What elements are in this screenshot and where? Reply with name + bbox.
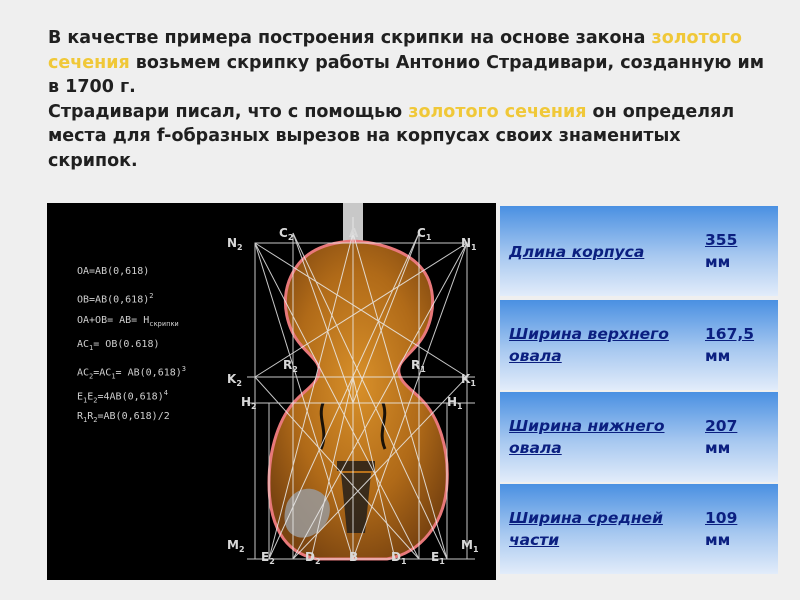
- formula-1: OA=AB(0,618): [77, 266, 150, 277]
- point-label-m2: $M_2$: [227, 538, 245, 554]
- golden-ratio-highlight: золотого сечения: [48, 28, 742, 73]
- violin-diagram: [47, 203, 496, 580]
- formula-3: $OA+OB= AB= H_{скрипки}$: [77, 315, 179, 328]
- point-label-m1: $M_1$: [461, 538, 479, 554]
- measurement-row: [500, 484, 778, 574]
- measurement-value: 355 мм: [705, 231, 738, 271]
- formula-4: $AC_1= OB(0.618)$: [77, 339, 160, 352]
- measurement-row: [500, 300, 778, 390]
- point-label-n1: $N_1$: [461, 236, 477, 252]
- point-label-h1: $H_1$: [447, 395, 463, 411]
- point-label-c1: $C_1$: [417, 226, 432, 242]
- point-label-b: B: [349, 550, 359, 564]
- measurement-value: 207 мм: [705, 417, 738, 457]
- measurement-row: [500, 392, 778, 482]
- measurement-label[interactable]: Длина корпуса: [509, 243, 645, 261]
- measurement-label[interactable]: Ширина нижнего овала: [509, 417, 665, 457]
- point-label-d1: $D_1$: [391, 550, 407, 566]
- formula-5: $AC_2=AC_1= AB(0,618)^3$: [77, 365, 186, 381]
- intro-paragraph-2: Страдивари писал, что с помощью золотого сечения он определял места для f-образных вырезов на корпусах своих знаменитых скрипок.: [48, 101, 735, 171]
- formula-7: $R_1R_2=AB(0,618)/2$: [77, 411, 170, 424]
- point-label-r2: $R_2$: [283, 358, 298, 374]
- point-label-a: A: [349, 226, 359, 240]
- point-label-k2: $K_2$: [227, 372, 242, 388]
- measurement-value: 167,5 мм: [705, 325, 755, 365]
- measurements-table: [500, 206, 778, 579]
- intro-text: [48, 26, 768, 173]
- point-label-k1: $K_1$: [461, 372, 476, 388]
- point-label-c2: $C_2$: [279, 226, 294, 242]
- formula-2: $OB=AB(0,618)^2$: [77, 292, 154, 306]
- point-label-e1: $E_1$: [431, 550, 445, 566]
- measurement-value: 109 мм: [705, 509, 738, 549]
- intro-paragraph-1: В качестве примера построения скрипки на основе закона золотого сечения возьмем скрипку работы Антонио Страдивари, созданную им в 1700 г.: [48, 28, 765, 97]
- point-label-e2: $E_2$: [261, 550, 275, 566]
- point-label-d2: $D_2$: [305, 550, 321, 566]
- measurement-label[interactable]: Ширина средней части: [509, 509, 663, 549]
- point-label-n2: $N_2$: [227, 236, 243, 252]
- point-label-r1: $R_1$: [411, 358, 426, 374]
- measurement-label[interactable]: Ширина верхнего овала: [509, 325, 669, 365]
- measurement-row: [500, 206, 778, 296]
- formula-6: $E_1E_2=4AB(0,618)^4$: [77, 389, 168, 405]
- golden-ratio-highlight: золотого сечения: [408, 101, 587, 122]
- point-label-h2: $H_2$: [241, 395, 257, 411]
